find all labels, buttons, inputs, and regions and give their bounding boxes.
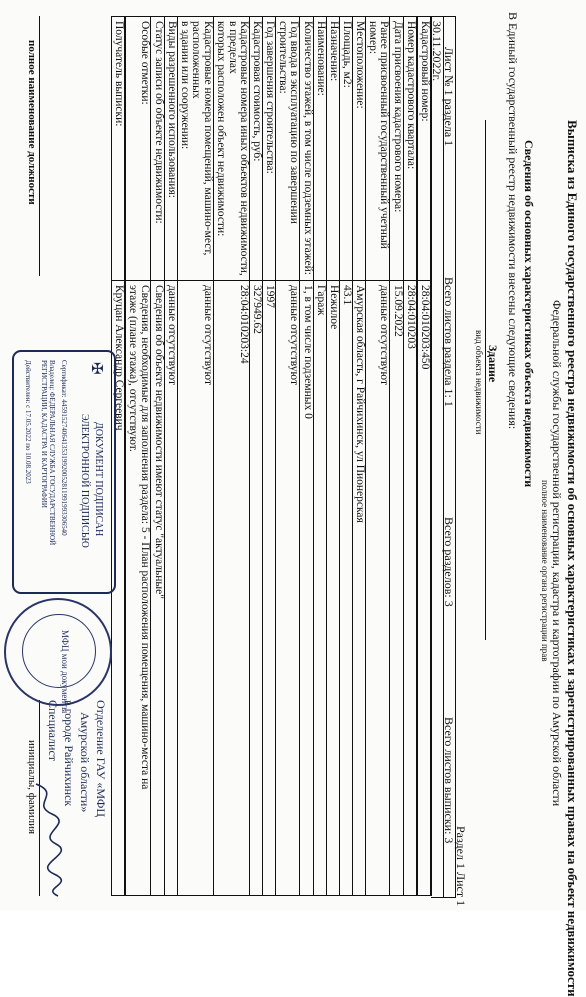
authority-line: Федеральной службы государственной регистрации, кадастра и картографии по Амурской области	[550, 300, 564, 807]
object-type-caption: вид объекта недвижимости	[474, 330, 484, 435]
e-signature-stamp: ✠ ДОКУМЕНТ ПОДПИСАН ЭЛЕКТРОННОЙ ПОДПИСЬЮ Сертификат: 445915274064135319920052811991993306540 Владелец: ФЕДЕРАЛЬНАЯ СЛУЖБА ГОСУДАРСТВЕННОЙ РЕГИСТРАЦИИ, КАДАСТРА И КАРТОГРАФИИ Действителен: с 17.05.2022 по 10.08.2023	[12, 350, 116, 594]
position-caption: полное наименование должности	[26, 40, 38, 205]
handwritten-signature	[26, 780, 66, 900]
table-row: Количество этажей, в том числе подземных этажей: 1, в том числе подземных 0	[300, 17, 313, 896]
mfc-line-1: Отделение ГАУ «МФЦ	[94, 700, 108, 818]
table-row: в здании или сооружении:	[177, 17, 190, 896]
object-type: Здание	[486, 345, 500, 383]
characteristics-table	[111, 16, 432, 896]
sheets-section: Всего листов раздела 1: 1	[442, 277, 456, 407]
table-row: Получатель выписки: Круцан Александр Сергеевич	[111, 17, 125, 896]
specialist-label: Специалист	[46, 700, 60, 762]
table-row: которых расположен объект недвижимости:	[213, 17, 226, 896]
emblem-icon: ✠	[88, 362, 104, 375]
mfc-line-3: в городе Райчихинск	[62, 700, 76, 807]
round-seal	[4, 598, 112, 714]
sheet-info-box	[431, 16, 456, 898]
table-row: Кадастровая стоимость, руб: 327949.62	[250, 17, 263, 896]
table-row: Виды разрешенного использования: данные отсутствуют	[164, 17, 177, 896]
cadastral-number-label: Кадастровый номер:	[417, 17, 431, 281]
table-row: Дата присвоения кадастрового номера: 15.09.2022	[390, 17, 403, 896]
table-row: Статус записи об объекте недвижимости: Сведения об объекте недвижимости имеют статус "актуальные"	[151, 17, 164, 896]
table-row: Кадастровые номера помещений, машино-мест, расположенных данные отсутствуют	[190, 17, 214, 896]
cadastral-number-value: 28:04:010203:450	[417, 281, 431, 896]
intro-line: В Единый государственный реестр недвижимости внесены следующие сведения:	[506, 12, 520, 430]
table-row: Площадь, м2: 43.1	[340, 17, 353, 896]
table-row: Кадастровые номера иных объектов недвижимости, в пределах 28:04:010203:24	[226, 17, 250, 896]
section-subtitle: Сведения об основных характеристиках объекта недвижимости	[522, 140, 536, 488]
sheets-total: Всего листов выписки: 3	[442, 717, 456, 844]
section-right-label: Раздел 1 Лист 1	[454, 826, 468, 907]
document-date: 30.11.2022г.	[430, 21, 444, 82]
table-row: Год ввода в эксплуатацию по завершении строительства: данные отсутствуют	[276, 17, 300, 896]
table-row: этаже (плане этажа), отсутствуют.	[125, 17, 138, 896]
sheet-label: Лист № 1 раздела 1	[442, 47, 456, 147]
object-type-rule	[485, 120, 486, 640]
authority-caption: полное наименование органа регистрации прав	[540, 480, 550, 662]
table-row: Ранее присвоенный государственный учетный номер: данные отсутствуют	[366, 17, 390, 896]
table-row: Год завершения строительства: 1997	[263, 17, 276, 896]
mfc-line-2: Амурской области»	[78, 712, 92, 813]
document-title: Выписка из Единого государственного реестра недвижимости об основных характеристиках и зарегистрированных правах на объект недвижимости	[565, 120, 580, 997]
table-row	[417, 17, 431, 896]
signature-caption: инициалы, фамилия	[26, 740, 38, 835]
table-row: Назначение: Нежилое	[326, 17, 339, 896]
mfc-logo: МФЦ мои документы	[60, 630, 70, 714]
table-row: Номер кадастрового квартала: 28:04:010203	[403, 17, 417, 896]
table-row: Наименование: Гараж	[313, 17, 326, 896]
sections-total: Всего разделов: 3	[442, 517, 456, 607]
table-row: Особые отметки: Сведения, необходимые для заполнения раздела: 5 - План расположения помещения, машино-места на	[138, 17, 151, 896]
table-row: Местоположение: Амурская область, г Райчихинск, ул Пионерская	[353, 17, 366, 896]
